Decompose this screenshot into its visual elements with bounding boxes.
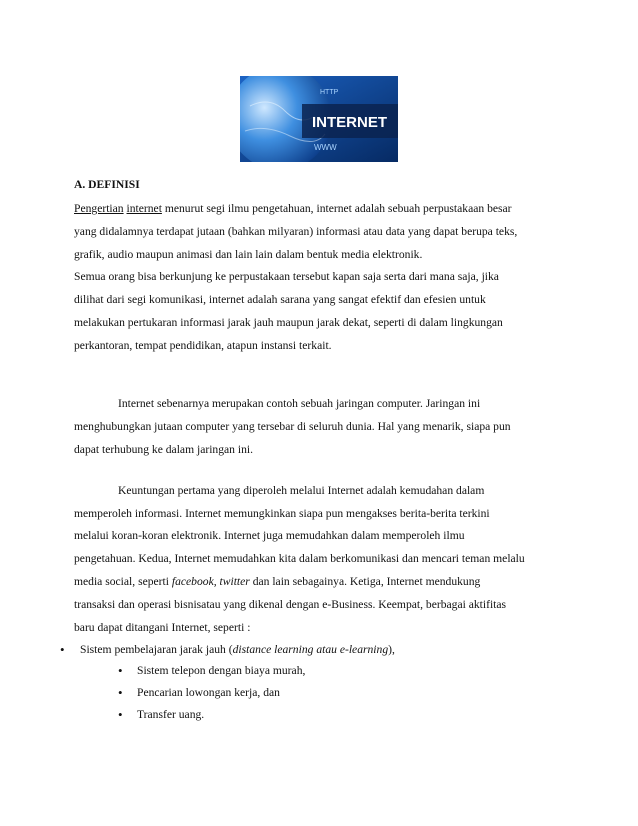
p3-line-2: memperoleh informasi. Internet memungkinkan siapa pun mengakses berita-berita terkini	[74, 507, 490, 520]
p1-line-7: perkantoran, tempat pendidikan, atapun instansi terkait.	[74, 339, 332, 352]
banner-text: INTERNET	[312, 114, 387, 131]
p3-line-1: Keuntungan pertama yang diperoleh melalui Internet adalah kemudahan dalam	[118, 484, 485, 497]
bullet-item-4: Transfer uang.	[137, 708, 205, 721]
p3-line-3: melalui koran-koran elektronik. Internet juga memudahkan dalam memperoleh ilmu	[74, 529, 465, 542]
internet-globe-image	[240, 76, 398, 162]
p2-line-2: menghubungkan jutaan computer yang tersebar di seluruh dunia. Hal yang menarik, siapa pun	[74, 420, 511, 433]
bullet-dot-icon: •	[60, 642, 65, 657]
p3-line-7: baru dapat ditangani Internet, seperti :	[74, 621, 251, 634]
p3-line-4: pengetahuan. Kedua, Internet memudahkan kita dalam berkomunikasi dan mencari teman melalu	[74, 552, 525, 565]
bullet-dot-icon: •	[118, 663, 123, 678]
bullet-1-italic: distance learning atau e-learning	[232, 643, 389, 656]
p3-line-5-a: media social, seperti	[74, 575, 172, 588]
bullet-item-2: Sistem telepon dengan biaya murah,	[137, 664, 306, 677]
www-label: WWW	[314, 143, 337, 152]
p1-line-6: melakukan pertukaran informasi jarak jauh maupun jarak dekat, seperti di dalam lingkungan	[74, 316, 503, 329]
p1-line-5: dilihat dari segi komunikasi, internet adalah sarana yang sangat efektif dan efesien untuk	[74, 293, 486, 306]
social-media-names: facebook, twitter	[171, 575, 250, 588]
bullet-1-a: Sistem pembelajaran jarak jauh (	[80, 643, 233, 656]
p1-line-1-rest: menurut segi ilmu pengetahuan, internet adalah sebuah perpustakaan besar	[161, 202, 512, 215]
p2-line-3: dapat terhubung ke dalam jaringan ini.	[74, 443, 254, 456]
bullet-item-3: Pencarian lowongan kerja, dan	[137, 686, 280, 699]
globe-illustration	[240, 76, 398, 162]
p3-line-6: transaksi dan operasi bisnisatau yang dikenal dengan e-Business. Keempat, berbagai aktifitas	[74, 598, 507, 611]
p1-line-1	[74, 202, 512, 216]
p1-line-3: grafik, audio maupun animasi dan lain lain dalam bentuk media elektronik.	[74, 248, 423, 261]
http-label: HTTP	[320, 89, 339, 96]
p1-line-4: Semua orang bisa berkunjung ke perpustakaan tersebut kapan saja serta dari mana saja, jika	[74, 270, 499, 283]
bullet-1-c: ),	[388, 643, 395, 656]
p2-line-1: Internet sebenarnya merupakan contoh sebuah jaringan computer. Jaringan ini	[118, 397, 481, 410]
p1-line-2: yang didalamnya terdapat jutaan (bahkan milyaran) informasi atau data yang dapat berupa teks,	[74, 225, 518, 238]
bullet-dot-icon: •	[118, 685, 123, 700]
bullet-item-1	[80, 643, 395, 657]
p3-line-5-c: dan lain sebagainya. Ketiga, Internet mendukung	[249, 575, 481, 588]
p3-line-5	[74, 575, 480, 589]
link-pengertian[interactable]: Pengertian	[74, 202, 124, 215]
link-internet[interactable]: internet	[126, 202, 162, 215]
section-heading: A. DEFINISI	[74, 178, 140, 191]
bullet-dot-icon: •	[118, 707, 123, 722]
